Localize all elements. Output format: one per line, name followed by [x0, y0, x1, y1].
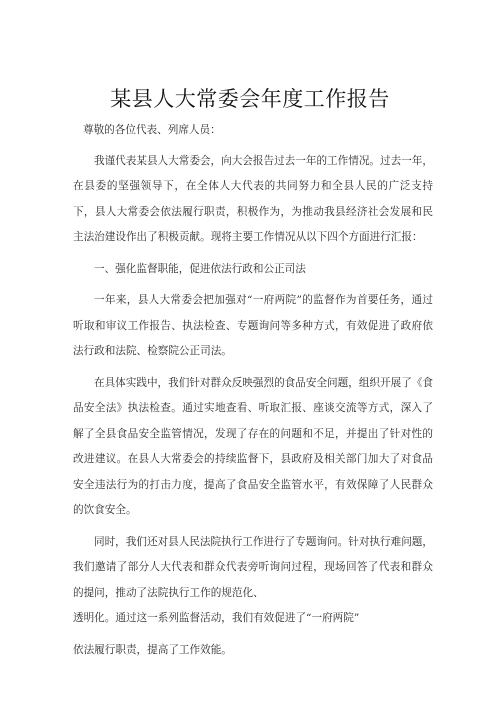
paragraph-intro: 我谨代表某县人大常委会，向大会报告过去一年的工作情况。过去一年，在县委的坚强领导下，在全体人大代表的共同努力和全县人民的广泛支持下，县人大常委会依法履行职责，积极作为，为推动我县经济社会发展和民主法治建设作出了积极贡献。现将主要工作情况从以下四个方面进行汇报：: [73, 154, 433, 243]
greeting: 尊敬的各位代表、列席人员：: [83, 124, 221, 136]
paragraph-supervision: 一年来，县人大常委会把加强对“一府两院”的监督作为首要任务，通过听取和审议工作报告、执法检查、专题询问等多种方式，有效促进了政府依法行政和法院、检察院公正司法。: [73, 294, 433, 357]
document-title: 某县人大常委会年度工作报告: [110, 87, 390, 111]
document-body: [73, 118, 433, 663]
paragraph-conclusion: 依法履行职责，提高了工作效能。: [73, 643, 232, 656]
paragraph-continuation: 透明化。通过这一系列监督活动，我们有效促进了“一府两院”: [73, 612, 360, 624]
paragraph-court-inquiry: 同时，我们还对县人民法院执行工作进行了专题询问。针对执行难问题，我们邀请了部分人大代表和群众代表旁听询问过程，现场回答了代表和群众的提问，推动了法院执行工作的规范化、: [73, 535, 433, 599]
section-heading-1: 一、强化监督职能，促进依法行政和公正司法: [94, 262, 306, 275]
paragraph-food-safety: 在具体实践中，我们针对群众反映强烈的食品安全问题，组织开展了《食品安全法》执法检查。通过实地查看、听取汇报、座谈交流等方式，深入了解了全县食品安全监管情况，发现了存在的问题和不足，并提出了针对性的改进建议。在县人大常委会的持续监督下，县政府及相关部门加大了对食品安全违法行为的打击力度，提高了食品安全监管水平，有效保障了人民群众的饮食安全。: [73, 376, 433, 516]
